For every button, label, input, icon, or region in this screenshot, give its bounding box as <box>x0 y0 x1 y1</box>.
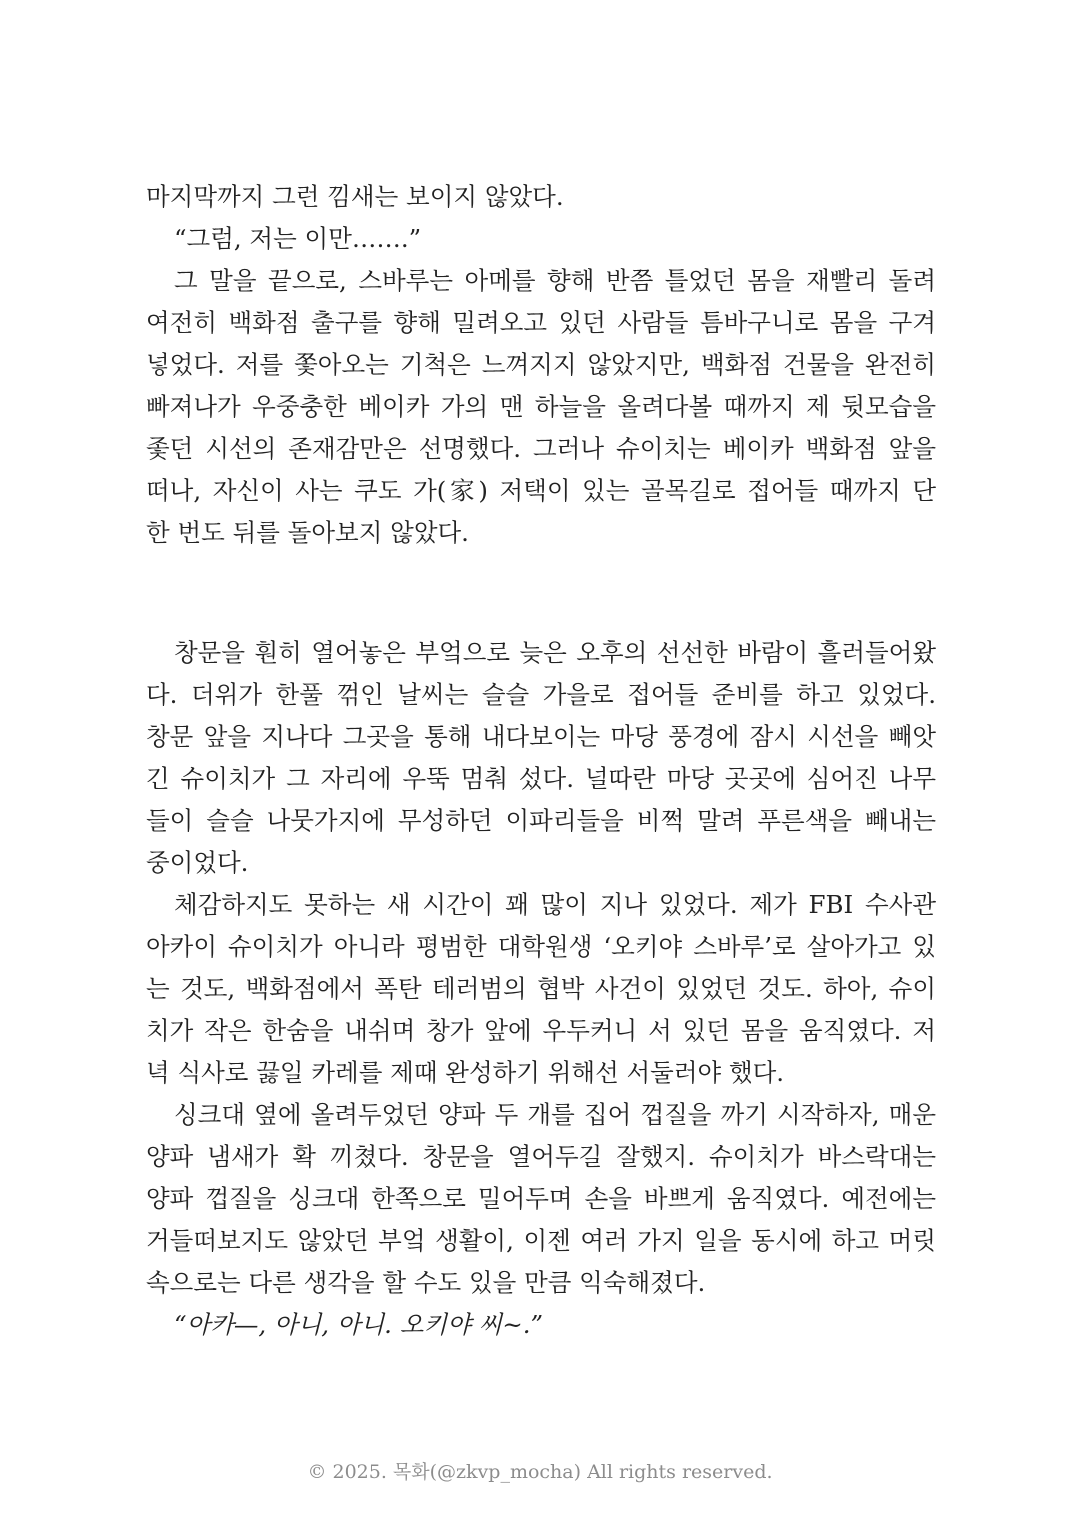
text-line: 녁 식사로 끓일 카레를 제때 완성하기 위해선 서둘러야 했다. <box>146 1058 785 1087</box>
dialogue-line: “그럼, 저는 이만…….” <box>174 224 422 253</box>
passage-2 <box>146 632 936 1346</box>
text-line: 속으로는 다른 생각을 할 수도 있을 만큼 익숙해졌다. <box>146 1268 706 1297</box>
text-line: 양파 껍질을 싱크대 한쪽으로 밀어두며 손을 바쁘게 움직였다. 예전에는 <box>146 1184 936 1213</box>
text-line: 그 말을 끝으로, 스바루는 아메를 향해 반쯤 틀었던 몸을 재빨리 돌려 <box>174 266 936 295</box>
copyright-notice: © 2025. 목화(@zkvp_mocha) All rights reserved. <box>307 1461 773 1483</box>
text-line: 창문 앞을 지나다 그곳을 통해 내다보이는 마당 풍경에 잠시 시선을 빼앗 <box>146 722 936 751</box>
text-line: 여전히 백화점 출구를 향해 밀려오고 있던 사람들 틈바구니로 몸을 구겨 <box>146 308 936 337</box>
text-line: 치가 작은 한숨을 내쉬며 창가 앞에 우두커니 서 있던 몸을 움직였다. 저 <box>146 1016 936 1045</box>
text-line: 중이었다. <box>146 848 249 877</box>
text-line: 창문을 훤히 열어놓은 부엌으로 늦은 오후의 선선한 바람이 흘러들어왔 <box>174 638 936 667</box>
text-line: 떠나, 자신이 사는 쿠도 가(家) 저택이 있는 골목길로 접어들 때까지 단 <box>146 476 936 505</box>
text-line: 넣었다. 저를 쫓아오는 기척은 느껴지지 않았지만, 백화점 건물을 완전히 <box>146 350 936 379</box>
text-line: 싱크대 옆에 올려두었던 양파 두 개를 집어 껍질을 까기 시작하자, 매운 <box>174 1100 936 1129</box>
text-line: 좇던 시선의 존재감만은 선명했다. 그러나 슈이치는 베이카 백화점 앞을 <box>146 434 936 463</box>
text-line: 다. 더위가 한풀 꺾인 날씨는 슬슬 가을로 접어들 준비를 하고 있었다. <box>146 680 936 709</box>
text-line: 한 번도 뒤를 돌아보지 않았다. <box>146 518 469 547</box>
passage-1 <box>146 176 936 554</box>
text-line: 빠져나가 우중충한 베이카 가의 맨 하늘을 올려다볼 때까지 제 뒷모습을 <box>146 392 936 421</box>
text-line: 아카이 슈이치가 아니라 평범한 대학원생 ‘오키야 스바루’로 살아가고 있 <box>146 932 936 961</box>
text-line: 체감하지도 못하는 새 시간이 꽤 많이 지나 있었다. 제가 FBI 수사관 <box>174 890 936 919</box>
text-line: 들이 슬슬 나뭇가지에 무성하던 이파리들을 비쩍 말려 푸른색을 빼내는 <box>146 806 936 835</box>
text-line: 는 것도, 백화점에서 폭탄 테러범의 협박 사건이 있었던 것도. 하아, 슈이 <box>146 974 936 1003</box>
text-line: 거들떠보지도 않았던 부엌 생활이, 이젠 여러 가지 일을 동시에 하고 머릿 <box>146 1226 936 1255</box>
dialogue-line: “아카—, 아니, 아니. 오키야 씨~.” <box>174 1310 544 1339</box>
text-line: 마지막까지 그런 낌새는 보이지 않았다. <box>146 182 564 211</box>
text-line: 긴 슈이치가 그 자리에 우뚝 멈춰 섰다. 널따란 마당 곳곳에 심어진 나무 <box>146 764 936 793</box>
text-line: 양파 냄새가 확 끼쳤다. 창문을 열어두길 잘했지. 슈이치가 바스락대는 <box>146 1142 936 1171</box>
